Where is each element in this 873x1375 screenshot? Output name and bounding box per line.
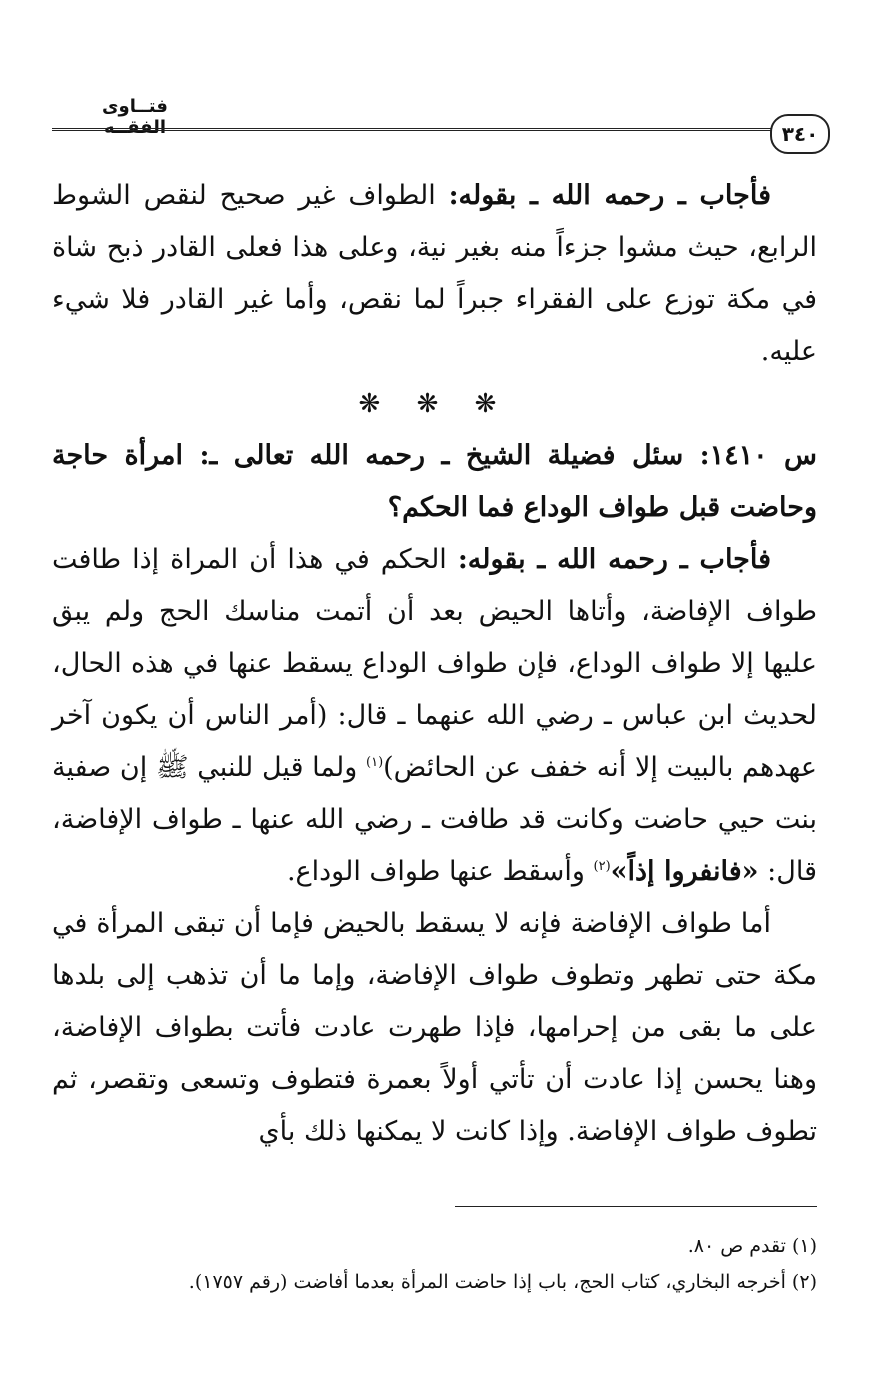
answer-text-part-2: ولما قيل للنبي ﷺ إن صفية بنت حيي حاضت وكانت قد طافت ـ رضي الله عنها ـ طواف الإفاضة، قال:: [52, 752, 817, 887]
answer-lead: فأجاب ـ رحمه الله ـ بقوله:: [448, 180, 771, 211]
paragraph-3: أما طواف الإفاضة فإنه لا يسقط بالحيض فإما أن تبقى المرأة في مكة حتى تطهر وتطوف طواف الإفاضة، وإما ما أن تذهب إلى بلدها على ما بقى من إحرامها، فإذا طهرت عادت فأتت بطواف الإفاضة، وهنا يحسن إذا عادت أن تأتي أولاً بعمرة فتطوف وتسعى وتقصر، ثم تطوف طواف الإفاضة. وإذا كانت لا يمكنها ذلك بأي: [52, 908, 818, 1147]
running-title: فتــاوى الفقــه: [102, 96, 168, 138]
answer-text: الطواف غير صحيح لنقص الشوط الرابع، حيث مشوا جزءاً منه بغير نية، وعلى هذا فعلى القادر ذبح شاة في مكة توزع على الفقراء جبراً لما نقص، وأما غير القادر فلا شيء عليه.: [52, 180, 817, 367]
footnote-2: (٢) أخرجه البخاري، كتاب الحج، باب إذا حاضت المرأة بعدما أفاضت (رقم ١٧٥٧).: [188, 1271, 817, 1293]
footnote-rule: [455, 1206, 817, 1207]
answer-lead: فأجاب ـ رحمه الله ـ بقوله:: [457, 544, 771, 575]
header-rule: [52, 128, 772, 134]
question-paragraph: س ١٤١٠: سئل فضيلة الشيخ ـ رحمه الله تعالى ـ: امرأة حاجة وحاضت قبل طواف الوداع فما الحكم؟: [52, 440, 817, 523]
page-number: ٣٤٠: [770, 114, 830, 154]
main-text: [52, 170, 817, 1158]
footnote-ref-1: (١): [366, 755, 384, 770]
answer-text-part-3: وأسقط عنها طواف الوداع.: [286, 856, 594, 887]
hadith-quote: «فانفروا إذاً»: [610, 856, 759, 887]
answer-paragraph-2: [52, 534, 817, 898]
footnote-1: (١) تقدم ص ٨٠.: [687, 1235, 817, 1257]
footnotes: [52, 1228, 817, 1300]
answer-text-part-1: الحكم في هذا أن المراة إذا طافت طواف الإفاضة، وأتاها الحيض بعد أن أتمت مناسك الحج ولم يبق عليها إلا طواف الوداع، فإن طواف الوداع يسقط عنها في هذه الحال، لحديث ابن عباس ـ رضي الله عنهما ـ قال: (أمر الناس أن يكون آخر عهدهم بالبيت إلا أنه خفف عن الحائض): [52, 544, 817, 783]
footnote-ref-2: (٢): [593, 859, 611, 874]
answer-paragraph-1: [52, 170, 817, 378]
section-separator: ❋ ❋ ❋: [358, 389, 511, 419]
